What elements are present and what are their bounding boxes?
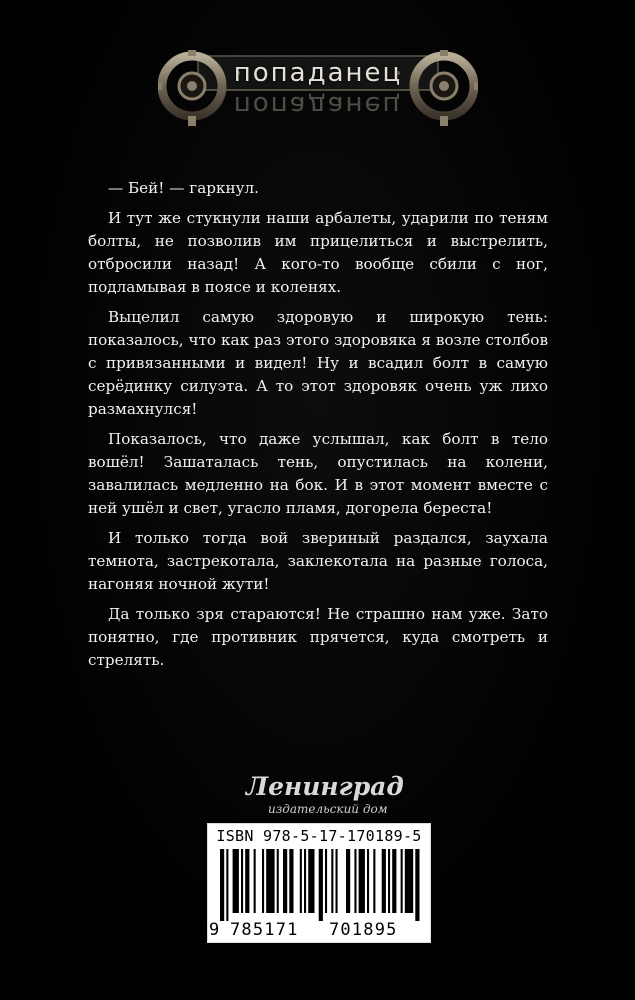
barcode-bar: [401, 849, 403, 913]
publisher-name: Ленинград: [246, 772, 404, 801]
publisher-subtitle: издательский дом: [268, 802, 388, 816]
barcode-bars-icon: [216, 849, 422, 921]
barcode-bar: [373, 849, 375, 913]
barcode-bar: [266, 849, 274, 913]
barcode-bar: [300, 849, 302, 913]
paragraph: Да только зря стараются! Не страшно нам уже. Зато понятно, где противник прячется, куда смотреть и стрелять.: [88, 605, 548, 669]
barcode-bar: [325, 849, 327, 913]
barcode-bar: [308, 849, 314, 913]
series-title: попаданец: [233, 58, 403, 88]
barcode-bar: [319, 849, 323, 921]
barcode-bar: [382, 849, 386, 913]
barcode-bar: [388, 849, 390, 913]
isbn-barcode: [207, 823, 431, 943]
barcode-bar: [331, 849, 333, 913]
paragraph: И тут же стукнули наши арбалеты, ударили по теням болты, не позволив им прицелиться и выстрелить, отбросили назад! А кого-то вообще сбили с ног, подламывая в поясе и коленях.: [88, 209, 548, 296]
barcode-bar: [226, 849, 228, 921]
barcode-bar: [359, 849, 365, 913]
barcode-bar: [367, 849, 369, 913]
barcode-bar: [392, 849, 396, 913]
publisher-logo: [246, 772, 406, 822]
barcode-bar: [346, 849, 350, 913]
barcode-bar: [405, 849, 413, 913]
barcode-bar: [254, 849, 256, 913]
paragraph: И только тогда вой звериный раздался, заухала темнота, застрекотала, заклекотала на разные голоса, нагоняя ночной жути!: [88, 529, 548, 593]
paragraph: Показалось, что даже услышал, как болт в тело вошёл! Зашаталась тень, опустилась на колени, завалилась медленно на бок. И в этот момент вместе с ней ушёл и свет, угасло пламя, догорела береста!: [88, 430, 548, 517]
barcode-bar: [220, 849, 224, 921]
barcode-bar: [336, 849, 338, 913]
isbn-label: ISBN 978-5-17-170189-5: [216, 827, 422, 845]
series-title-reflection: попаданец: [233, 90, 403, 120]
annotation-text: [88, 177, 548, 679]
barcode-bar: [415, 849, 419, 921]
paragraph: Выцелил самую здоровую и широкую тень: показалось, что как раз этого здоровяка я возле столбов с привязанными и видел! Ну и всадил болт в самую серёдинку силуэта. А то этот здоровяк очень уж лихо размахнулся!: [88, 308, 548, 418]
barcode-bar: [262, 849, 264, 913]
barcode-bar: [354, 849, 356, 913]
barcode-first-digit: 9: [209, 920, 220, 940]
barcode-right-digits: 701895: [329, 920, 398, 940]
barcode-bar: [277, 849, 279, 913]
barcode-bar: [245, 849, 249, 913]
barcode-bar: [283, 849, 287, 913]
barcode-bar: [289, 849, 293, 913]
barcode-bar: [304, 849, 306, 913]
paragraph: — Бей! — гаркнул.: [108, 179, 259, 197]
barcode-bar: [233, 849, 239, 913]
barcode-left-digits: 785171: [230, 920, 299, 940]
barcode-bar: [241, 849, 243, 913]
series-emblem: [158, 50, 478, 150]
